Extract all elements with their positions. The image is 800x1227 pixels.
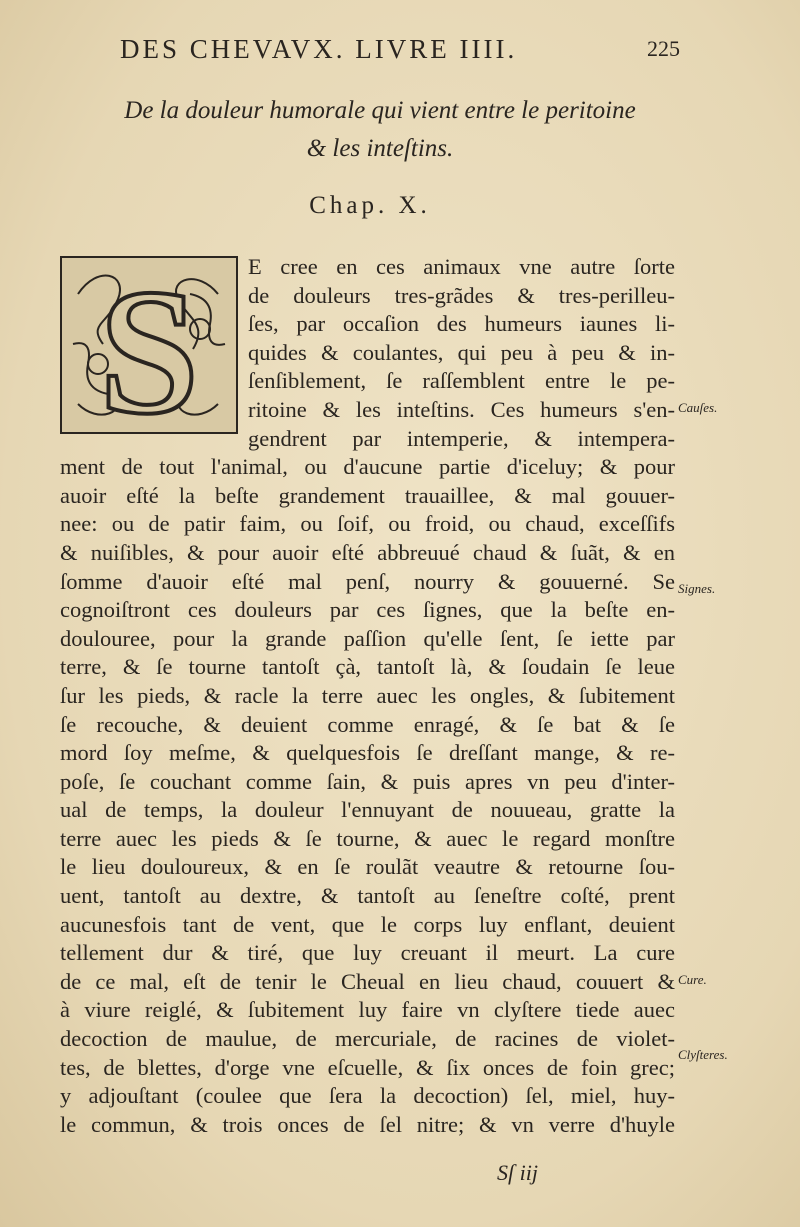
running-head	[120, 34, 680, 68]
body-line: tes, de blettes, d'orge vne eſcuelle, & ſix onces de foin grec;	[60, 1054, 675, 1080]
chapter-title-line-1: De la douleur humorale qui vient entre le peritoine	[124, 97, 636, 124]
body-line: à viure reiglé, & ſubitement luy faire vn clyſtere tiede auec	[60, 997, 675, 1023]
margin-note-clysteres: Clyſteres.	[678, 1047, 728, 1062]
body-line: & nuiſibles, & pour auoir eſté abbreuué chaud & ſuãt, & en	[60, 539, 675, 565]
dropcap-letter: S	[98, 254, 200, 436]
body-line: E cree en ces animaux vne autre ſorte	[248, 254, 675, 279]
body-line: tellement dur & tiré, que luy creuant il meurt. La cure	[60, 940, 675, 966]
body-line: decoction de maulue, de mercuriale, de racines de violet-	[60, 1026, 675, 1052]
body-line: ſes, par occaſion des humeurs iaunes li-	[248, 311, 675, 337]
body-line: cognoiſtront ces douleurs par ces ſignes, que la beſte en-	[60, 597, 675, 623]
body-line: uent, tantoſt au dextre, & tantoſt au ſeneſtre coſté, prent	[60, 883, 675, 909]
body-line: quides & coulantes, qui peu à peu & in-	[248, 339, 675, 365]
body-line: nee: ou de patir faim, ou ſoif, ou froid, ou chaud, exceſſifs	[60, 511, 675, 537]
body-line: auoir eſté la beſte grandement trauaillee, & mal gouuer-	[60, 482, 675, 508]
body-line: ſur les pieds, & racle la terre auec les ongles, & ſubitement	[60, 682, 675, 708]
body-line: de douleurs tres-grãdes & tres-perilleu-	[248, 282, 675, 308]
body-line: ual de temps, la douleur l'ennuyant de nouueau, gratte la	[60, 797, 675, 823]
body-line: poſe, ſe couchant comme ſain, & puis apres vn peu d'inter-	[60, 768, 675, 794]
margin-note-signes: Signes.	[678, 581, 716, 596]
body-line: ſomme d'auoir eſté mal penſ, nourry & gouuerné. Se	[60, 568, 675, 594]
body-line: terre, & ſe tourne tantoſt çà, tantoſt là, & ſoudain ſe leue	[60, 654, 675, 680]
body-line: ritoine & les inteſtins. Ces humeurs s'en-	[248, 396, 675, 422]
body-line: doulouree, pour la grande paſſion qu'elle ſent, ſe iette par	[60, 625, 675, 651]
page-number: 225	[647, 36, 680, 61]
margin-note-causes: Cauſes.	[678, 400, 718, 415]
body-line: mord ſoy meſme, & quelquesfois ſe dreſſant mange, & re-	[60, 740, 675, 766]
body-line: y adjouſtant (coulee que ſera la decoction) ſel, miel, huy-	[60, 1083, 675, 1109]
body-line: le lieu douloureux, & en ſe roulãt veautre & retourne ſou-	[60, 854, 675, 880]
chapter-number: Chap. X.	[309, 192, 431, 219]
body-line: le commun, & trois onces de ſel nitre; & vn verre d'huyle	[60, 1111, 675, 1137]
body-text	[60, 253, 675, 1139]
chapter-title	[80, 92, 680, 168]
body-line: ſenſiblement, ſe raſſemblent entre le pe-	[248, 368, 675, 394]
signature-mark: Sſ iij	[497, 1160, 538, 1185]
running-title: DES CHEVAVX. LIVRE IIII.	[120, 34, 518, 64]
body-line: aucunesfois tant de vent, que le corps luy enflant, deuient	[60, 911, 675, 937]
chapter-title-line-2: & les inteſtins.	[306, 135, 454, 162]
body-line: de ce mal, eſt de tenir le Cheual en lieu chaud, couuert &	[60, 968, 675, 994]
body-line: ment de tout l'animal, ou d'aucune partie d'iceluy; & pour	[60, 454, 675, 480]
body-line: gendrent par intemperie, & intempera-	[248, 425, 675, 451]
body-line: ſe recouche, & deuient comme enragé, & ſe bat & ſe	[60, 711, 675, 737]
margin-note-cure: Cure.	[678, 972, 707, 987]
body-line: terre auec les pieds & ſe tourne, & auec le regard monſtre	[60, 825, 675, 851]
